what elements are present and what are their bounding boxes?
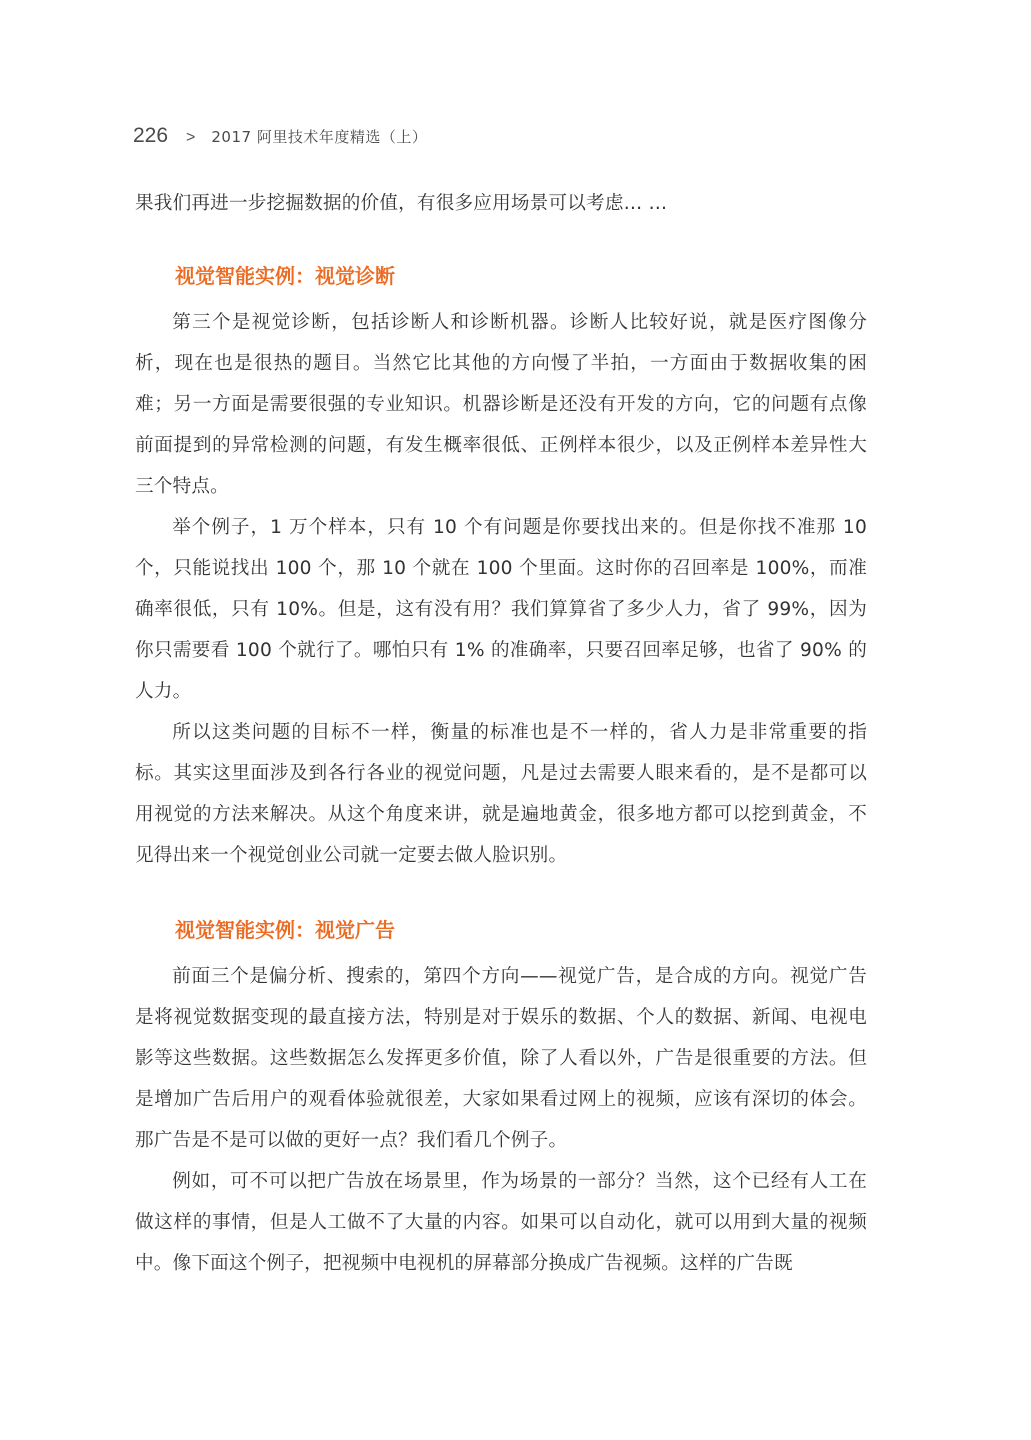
intro-paragraph: 果我们再进一步挖掘数据的价值，有很多应用场景可以考虑… …: [135, 193, 668, 214]
header-separator: >: [186, 129, 196, 146]
paragraph: 第三个是视觉诊断，包括诊断人和诊断机器。诊断人比较好说，就是医疗图像分析，现在也是很热的题目。当然它比其他的方向慢了半拍，一方面由于数据收集的困难；另一方面是需要很强的专业知识。机器诊断是还没有开发的方向，它的问题有点像前面提到的异常检测的问题，有发生概率很低、正例样本很少，以及正例样本差异性大三个特点。: [135, 312, 867, 497]
section-heading-visual-diagnosis: 视觉智能实例：视觉诊断: [175, 264, 395, 288]
book-title: 2017 阿里技术年度精选（上）: [211, 128, 428, 146]
page-number: 226: [133, 124, 169, 147]
page-header: [133, 124, 427, 154]
page-body: [135, 183, 867, 1284]
paragraph: 前面三个是偏分析、搜索的，第四个方向——视觉广告，是合成的方向。视觉广告是将视觉数据变现的最直接方法，特别是对于娱乐的数据、个人的数据、新闻、电视电影等这些数据。这些数据怎么发挥更多价值，除了人看以外，广告是很重要的方法。但是增加广告后用户的观看体验就很差，大家如果看过网上的视频，应该有深切的体会。那广告是不是可以做的更好一点？我们看几个例子。: [135, 966, 867, 1151]
paragraph: 举个例子，1 万个样本，只有 10 个有问题是你要找出来的。但是你找不准那 10 个，只能说找出 100 个，那 10 个就在 100 个里面。这时你的召回率是 100%，而准确率很低，只有 10%。但是，这有没有用？我们算算省了多少人力，省了 99%，因为你只需要看 100 个就行了。哪怕只有 1% 的准确率，只要召回率足够，也省了 90% 的人力。: [135, 517, 867, 702]
section-heading-visual-ads: 视觉智能实例：视觉广告: [175, 918, 395, 942]
paragraph: 所以这类问题的目标不一样，衡量的标准也是不一样的，省人力是非常重要的指标。其实这里面涉及到各行各业的视觉问题，凡是过去需要人眼来看的，是不是都可以用视觉的方法来解决。从这个角度来讲，就是遍地黄金，很多地方都可以挖到黄金，不见得出来一个视觉创业公司就一定要去做人脸识别。: [135, 722, 867, 866]
paragraph: 例如，可不可以把广告放在场景里，作为场景的一部分？当然，这个已经有人工在做这样的事情，但是人工做不了大量的内容。如果可以自动化，就可以用到大量的视频中。像下面这个例子，把视频中电视机的屏幕部分换成广告视频。这样的广告既: [135, 1171, 867, 1274]
